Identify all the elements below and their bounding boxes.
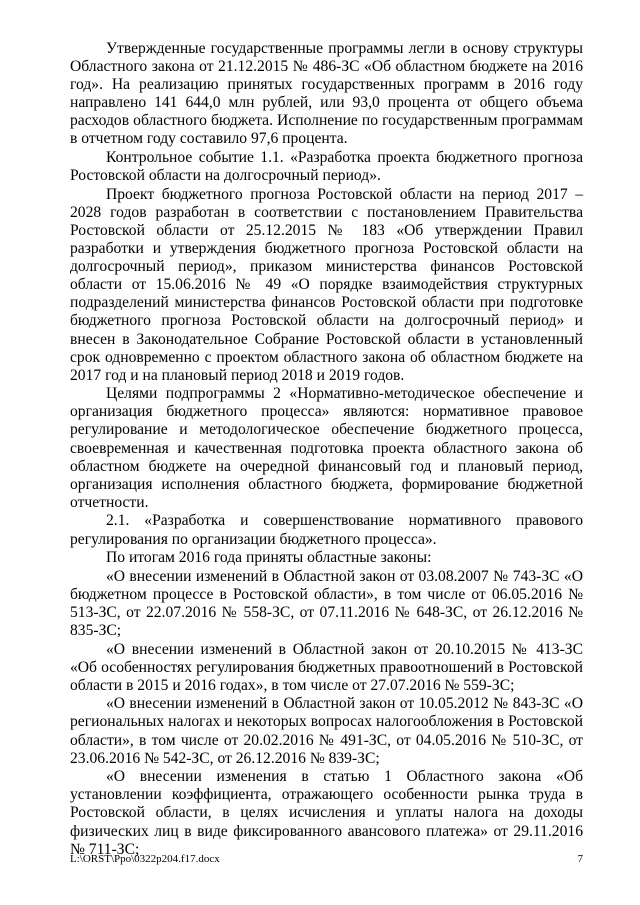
paragraph-law-843: «О внесении изменений в Областной закон от 10.05.2012 № 843-ЗС «О региональных налогах и некоторых вопросах налогообложения в Ростовской области», в том числе от 20.02.2016 № 491-ЗС, от 04.05.2016 № 510-ЗС, от 23.06.2016 № 542-ЗС, от 26.12.2016 № 839-ЗС;: [70, 695, 583, 767]
paragraph-budget-forecast: Проект бюджетного прогноза Ростовской области на период 2017 – 2028 годов разработан в соответствии с постановлением Правительства Ростовской области от 25.12.2015 № 183 «Об утверждении Правил разработки и утверждения бюджетного прогноза Ростовской области на долгосрочный период», приказом министерства финансов Ростовской области от 15.06.2016 № 49 «О порядке взаимодействия структурных подразделений министерства финансов Ростовской области при подготовке бюджетного прогноза Ростовской области на долгосрочный период» и внесен в Законодательное Собрание Ростовской области в установленный срок одновременно с проектом областного закона об областном бюджете на 2017 год и на плановый период 2018 и 2019 годов.: [70, 185, 583, 384]
paragraph-laws-intro: По итогам 2016 года приняты областные законы:: [106, 549, 432, 567]
paragraph-law-711: «О внесении изменения в статью 1 Областного закона «Об установлении коэффициента, отражающего особенности рынка труда в Ростовской области, в целях исчисления и уплаты налога на доходы физических лиц в виде фиксированного авансового платежа» от 29.11.2016 № 711-ЗС;: [70, 768, 583, 858]
paragraph-programs: Утвержденные государственные программы легли в основу структуры Областного закона от 21.12.2015 № 486-ЗС «Об областном бюджете на 2016 год». На реализацию принятых государственных программ в 2016 году направлено 141 644,0 млн рублей, или 93,0 процента от общего объема расходов областного бюджета. Исполнение по государственным программам в отчетном году составило 97,6 процента.: [70, 40, 583, 148]
page-footer: [70, 853, 583, 865]
paragraph-law-743: «О внесении изменений в Областной закон от 03.08.2007 № 743-ЗС «О бюджетном процессе в Ростовской области», в том числе от 06.05.2016 № 513-ЗС, от 22.07.2016 № 558-ЗС, от 07.11.2016 № 648-ЗС, от 26.12.2016 № 835-ЗС;: [70, 567, 583, 639]
paragraph-section-2-1: 2.1. «Разработка и совершенствование нормативного правового регулирования по организации бюджетного процесса».: [70, 512, 583, 548]
paragraph-subprogram-goals: Целями подпрограммы 2 «Нормативно-методическое обеспечение и организация бюджетного процесса» являются: нормативное правовое регулирование и методологическое обеспечение бюджетного процесса, своевременная и качественная подготовка проекта областного закона об областном бюджете на очередной финансовый год и плановый период, организация исполнения областного бюджета, формирование бюджетной отчетности.: [70, 385, 583, 511]
footer-file-path: L:\ORST\Ppo\0322p204.f17.docx: [70, 853, 220, 865]
page-number: 7: [577, 853, 583, 865]
paragraph-control-event: Контрольное событие 1.1. «Разработка проекта бюджетного прогноза Ростовской области на долгосрочный период».: [70, 149, 583, 185]
paragraph-law-413: «О внесении изменений в Областной закон от 20.10.2015 № 413-ЗС «Об особенностях регулирования бюджетных правоотношений в Ростовской области в 2015 и 2016 годах», в том числе от 27.07.2016 № 559-ЗС;: [70, 640, 583, 694]
